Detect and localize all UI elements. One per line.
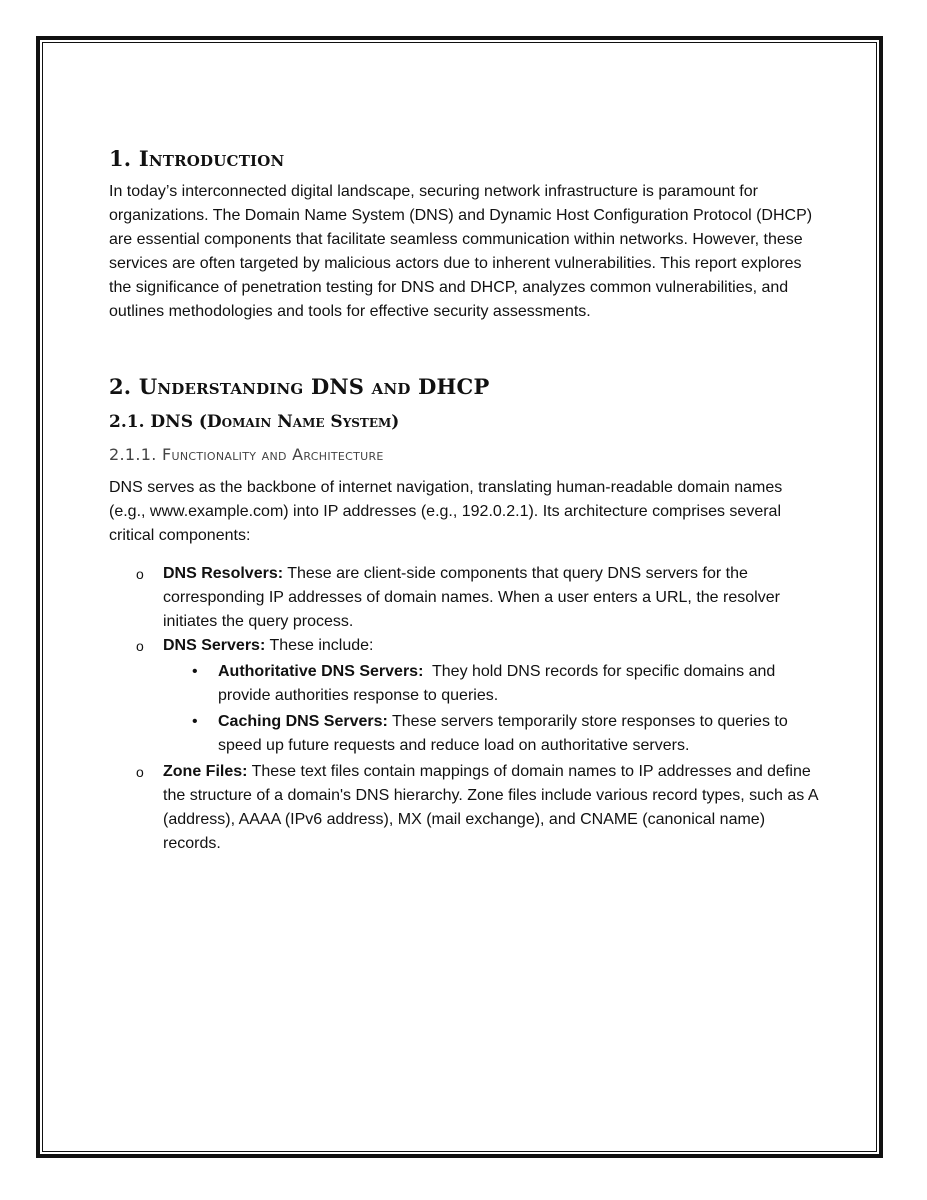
section-2-1-1-heading: 2.1.1. Functionality and Architecture bbox=[109, 445, 384, 464]
term-dns-resolvers: DNS Resolvers: bbox=[163, 565, 284, 582]
dns-overview-paragraph: DNS serves as the backbone of internet navigation, translating human-readable domain names (e.g., www.example.com) into IP addresses (e.g., 192.0.2.1). Its architecture comprises several critical components: bbox=[109, 479, 783, 544]
section-1-heading: 1. Introduction bbox=[109, 146, 285, 171]
section-2-1-heading: 2.1. DNS (Domain Name System) bbox=[109, 412, 400, 432]
circle-bullet-icon: o bbox=[136, 638, 144, 654]
term-caching-dns-servers: Caching DNS Servers: bbox=[218, 713, 388, 730]
introduction-paragraph: In today’s interconnected digital landscape, securing network infrastructure is paramount for organizations. The Domain Name System (DNS) and Dynamic Host Configuration Protocol (DHCP) are essential components that facilitate seamless communication within networks. However, these services are often targeted by malicious actors due to inherent vulnerabilities. This report explores the significance of penetration testing for DNS and DHCP, analyzes common vulnerabilities, and outlines methodologies and tools for effective security assessments. bbox=[109, 183, 813, 320]
list-item-caching-dns-servers bbox=[192, 710, 821, 758]
list-item-dns-servers bbox=[136, 634, 821, 758]
dot-bullet-icon: • bbox=[192, 663, 198, 680]
dot-bullet-icon: • bbox=[192, 713, 198, 730]
term-dns-servers: DNS Servers: bbox=[163, 637, 266, 654]
dns-server-types-list bbox=[163, 660, 821, 758]
desc-authoritative-dns-servers: They hold DNS records for specific domains and provide authorities response to queries. bbox=[218, 663, 780, 704]
dns-components-list bbox=[109, 562, 821, 856]
section-2-heading: 2. Understanding DNS and DHCP bbox=[109, 374, 490, 399]
circle-bullet-icon: o bbox=[136, 566, 144, 582]
document-body bbox=[109, 146, 821, 856]
desc-dns-servers: These include: bbox=[265, 637, 374, 654]
term-zone-files: Zone Files: bbox=[163, 763, 248, 780]
term-authoritative-dns-servers: Authoritative DNS Servers: bbox=[218, 663, 424, 680]
desc-caching-dns-servers: These servers temporarily store responses to queries to speed up future requests and reduce load on authoritative servers. bbox=[218, 713, 788, 754]
list-item-dns-resolvers bbox=[136, 562, 821, 634]
desc-zone-files: These text files contain mappings of domain names to IP addresses and define the structure of a domain's DNS hierarchy. Zone files include various record types, such as A (address), AAAA (IPv6 address), MX (mail exchange), and CNAME (canonical name) records. bbox=[163, 763, 818, 852]
circle-bullet-icon: o bbox=[136, 764, 144, 780]
list-item-zone-files bbox=[136, 760, 821, 856]
desc-dns-resolvers: These are client-side components that query DNS servers for the corresponding IP addresses of domain names. When a user enters a URL, the resolver initiates the query process. bbox=[163, 565, 780, 630]
list-item-authoritative-dns-servers bbox=[192, 660, 821, 708]
